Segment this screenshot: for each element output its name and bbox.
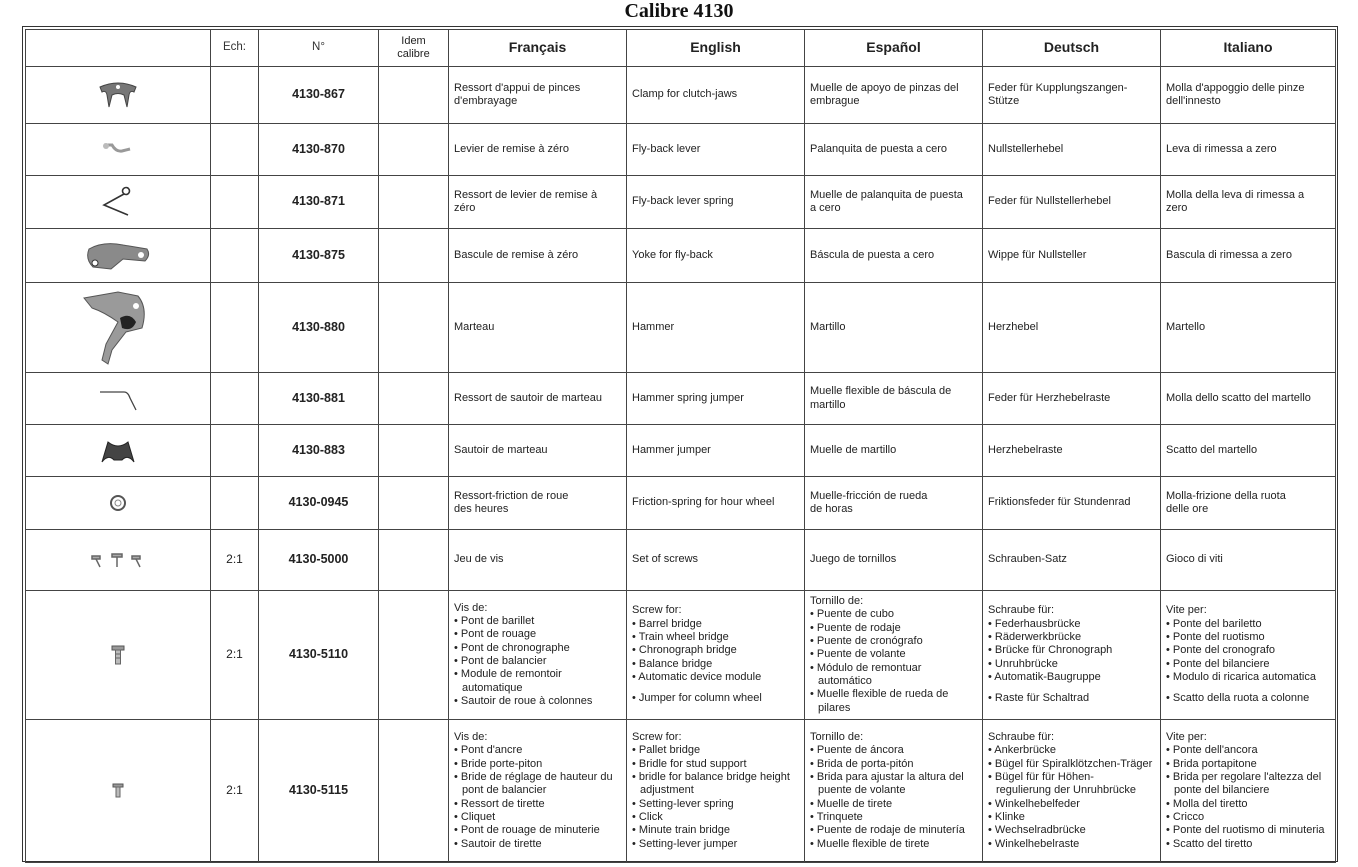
cell-idem: [379, 229, 449, 283]
part-image: [26, 373, 211, 425]
cell-text-french: [449, 229, 627, 283]
text-line: Jeu de vis: [454, 553, 504, 566]
cell-text-german: [983, 530, 1161, 591]
cell-ech: [211, 477, 259, 530]
text-line: Schraube für:: [988, 604, 1055, 617]
table-row: [26, 229, 1336, 283]
text-line: Molla dello scatto del martello: [1166, 391, 1311, 404]
cell-text-french: [449, 373, 627, 425]
text-line: • Scatto del tiretto: [1166, 837, 1253, 850]
header-spanish: Español: [805, 30, 983, 67]
cell-text-italian: [1161, 530, 1336, 591]
text-line: Muelle de martillo: [810, 443, 897, 456]
cell-text-spanish: [805, 477, 983, 530]
text-line: pilares: [818, 701, 851, 714]
lever-spring-icon: [26, 185, 210, 219]
header-image: [26, 30, 211, 67]
cell-part-number: 4130-883: [259, 425, 379, 477]
text-line: Gioco di viti: [1166, 553, 1223, 566]
cell-text-spanish: [805, 67, 983, 124]
cell-ech: [211, 283, 259, 373]
cell-text-english: [627, 477, 805, 530]
cell-text-italian: [1161, 425, 1336, 477]
text-line: • Winkelhebelfeder: [988, 797, 1080, 810]
cell-ech: [211, 176, 259, 229]
text-line: Set of screws: [632, 553, 699, 566]
text-line: • Modulo di ricarica automatica: [1166, 670, 1316, 683]
cell-text-italian: [1161, 591, 1336, 720]
text-line: • Chronograph bridge: [632, 644, 737, 657]
small-screw-icon: [26, 783, 210, 799]
text-line: • Puente de rodaje de minutería: [810, 824, 965, 837]
cell-text-italian: [1161, 283, 1336, 373]
text-line: delle ore: [1166, 503, 1209, 515]
text-line: Stütze: [988, 95, 1020, 107]
text-line: • Puente de áncora: [810, 744, 904, 757]
cell-text-italian: [1161, 477, 1336, 530]
text-line: • Train wheel bridge: [632, 631, 729, 644]
cell-idem: [379, 67, 449, 124]
part-image: [26, 124, 211, 176]
text-line: • Brida de porta-pitón: [810, 757, 914, 770]
header-german: Deutsch: [983, 30, 1161, 67]
wire-spring-icon: [26, 384, 210, 414]
text-line: adjustment: [640, 784, 694, 797]
cell-text-spanish: [805, 591, 983, 720]
text-line: • Sautoir de roue à colonnes: [454, 694, 593, 707]
text-line: • Wechselradbrücke: [988, 824, 1086, 837]
text-line: • Trinquete: [810, 810, 863, 823]
cell-idem: [379, 591, 449, 720]
cell-ech: 2:1: [211, 530, 259, 591]
text-line: Hammer: [632, 320, 675, 333]
text-line: Fly-back lever spring: [632, 195, 734, 208]
cell-text-english: [627, 591, 805, 720]
text-line: • Automatik-Baugruppe: [988, 670, 1101, 683]
text-line: • Puente de volante: [810, 648, 906, 661]
text-line: • Pont de rouage: [454, 628, 537, 641]
text-line: • Setting-lever jumper: [632, 837, 738, 850]
text-line: automático: [818, 674, 872, 687]
table-row: [26, 176, 1336, 229]
text-line: • Puente de cubo: [810, 608, 894, 621]
part-image: [26, 720, 211, 863]
text-line: Friction-spring for hour wheel: [632, 496, 775, 509]
text-line: Screw for:: [632, 731, 682, 744]
cell-idem: [379, 477, 449, 530]
text-line: • Muelle de tirete: [810, 797, 893, 810]
text-line: • Ponte del ruotismo: [1166, 631, 1265, 644]
text-line: • Ankerbrücke: [988, 744, 1057, 757]
text-line: Friktionsfeder für Stundenrad: [988, 496, 1131, 509]
text-line: Vis de:: [454, 731, 488, 744]
cell-text-german: [983, 373, 1161, 425]
text-line: [1166, 684, 1330, 692]
cell-text-english: [627, 283, 805, 373]
cell-text-german: [983, 124, 1161, 176]
cell-text-spanish: [805, 124, 983, 176]
text-line: • Molla del tiretto: [1166, 797, 1248, 810]
table-row: [26, 124, 1336, 176]
part-image: [26, 591, 211, 720]
text-line: Muelle de palanquita de puesta: [810, 188, 963, 201]
text-line: Hammer spring jumper: [632, 391, 744, 404]
cell-text-german: [983, 67, 1161, 124]
text-line: zero: [1166, 202, 1188, 214]
text-line: Marteau: [454, 320, 495, 333]
text-line: • Bride de réglage de hauteur du: [454, 771, 613, 784]
text-line: Molla della leva di rimessa a: [1166, 188, 1305, 201]
cell-ech: [211, 124, 259, 176]
cell-ech: [211, 373, 259, 425]
cell-text-italian: [1161, 124, 1336, 176]
cell-text-italian: [1161, 176, 1336, 229]
text-line: Levier de remise à zéro: [454, 142, 569, 155]
flyback-lever-icon: [26, 140, 210, 160]
text-line: automatique: [462, 681, 523, 694]
cell-text-english: [627, 176, 805, 229]
part-image: [26, 477, 211, 530]
cell-text-german: [983, 176, 1161, 229]
header-english: English: [627, 30, 805, 67]
text-line: Scatto del martello: [1166, 443, 1258, 456]
table-row: [26, 530, 1336, 591]
cell-text-english: [627, 229, 805, 283]
text-line: embrague: [810, 95, 860, 107]
cell-part-number: 4130-871: [259, 176, 379, 229]
cell-text-english: [627, 425, 805, 477]
cell-part-number: 4130-5000: [259, 530, 379, 591]
text-line: • Automatic device module: [632, 670, 762, 683]
cell-text-italian: [1161, 229, 1336, 283]
header-row: [26, 30, 1336, 67]
header-idem: [379, 30, 449, 67]
cell-ech: [211, 425, 259, 477]
text-line: • Ressort de tirette: [454, 797, 545, 810]
cell-idem: [379, 176, 449, 229]
text-line: [632, 684, 799, 692]
text-line: • Bügel für für Höhen-: [988, 771, 1094, 784]
cell-idem: [379, 373, 449, 425]
text-line: Schraube für:: [988, 731, 1055, 744]
cell-part-number: 4130-870: [259, 124, 379, 176]
table-row: [26, 67, 1336, 124]
text-line: • Cliquet: [454, 810, 496, 823]
text-line: Wippe für Nullsteller: [988, 248, 1087, 261]
text-line: • Bügel für Spiralklötzchen-Träger: [988, 757, 1153, 770]
text-line: ponte del bilanciere: [1174, 784, 1270, 797]
cell-text-french: [449, 530, 627, 591]
cell-text-spanish: [805, 176, 983, 229]
table-row: [26, 477, 1336, 530]
text-line: • Setting-lever spring: [632, 797, 734, 810]
header-idem-line: Idem: [401, 35, 426, 47]
cell-text-german: [983, 591, 1161, 720]
text-line: puente de volante: [818, 784, 906, 797]
cell-text-english: [627, 530, 805, 591]
text-line: Vite per:: [1166, 731, 1207, 744]
cell-text-german: [983, 720, 1161, 863]
cell-idem: [379, 283, 449, 373]
text-line: regulierung der Unruhbrücke: [996, 784, 1137, 797]
text-line: Clamp for clutch-jaws: [632, 88, 738, 101]
cell-idem: [379, 124, 449, 176]
cell-text-french: [449, 720, 627, 863]
text-line: Herzhebel: [988, 320, 1039, 333]
cell-text-german: [983, 283, 1161, 373]
text-line: Yoke for fly-back: [632, 248, 713, 261]
cell-ech: [211, 229, 259, 283]
text-line: • Winkelhebelraste: [988, 837, 1080, 850]
text-line: Hammer jumper: [632, 443, 711, 456]
text-line: • Brücke für Chronograph: [988, 644, 1113, 657]
cell-text-french: [449, 176, 627, 229]
text-line: Feder für Herzhebelraste: [988, 391, 1111, 404]
text-line: Muelle flexible de báscula de: [810, 385, 952, 398]
part-image: [26, 67, 211, 124]
text-line: Molla d'appoggio delle pinze: [1166, 81, 1305, 94]
text-line: • Pont d'ancre: [454, 744, 523, 757]
table-row: [26, 591, 1336, 720]
text-line: • Brida para ajustar la altura del: [810, 771, 964, 784]
header-italian: Italiano: [1161, 30, 1336, 67]
text-line: • Ponte del bariletto: [1166, 617, 1262, 630]
text-line: Tornillo de:: [810, 595, 864, 608]
cell-part-number: 4130-5115: [259, 720, 379, 863]
text-line: • Módulo de remontuar: [810, 661, 922, 674]
clutch-jaw-spring-icon: [26, 79, 210, 111]
cell-idem: [379, 720, 449, 863]
text-line: d'embrayage: [454, 95, 518, 107]
text-line: [988, 684, 1155, 692]
text-line: • Pont de rouage de minuterie: [454, 824, 600, 837]
text-line: Martillo: [810, 320, 846, 333]
text-line: • Click: [632, 810, 663, 823]
text-line: • Module de remontoir: [454, 668, 562, 681]
screws-set-icon: [26, 550, 210, 570]
text-line: • Bride porte-piton: [454, 757, 543, 770]
hammer-icon: [26, 288, 210, 368]
cell-text-italian: [1161, 67, 1336, 124]
text-line: zéro: [454, 202, 476, 214]
text-line: Nullstellerhebel: [988, 142, 1064, 155]
part-image: [26, 229, 211, 283]
text-line: • Scatto della ruota a colonne: [1166, 692, 1310, 705]
text-line: Schrauben-Satz: [988, 553, 1067, 566]
text-line: pont de balancier: [462, 784, 547, 797]
text-line: • Pallet bridge: [632, 744, 701, 757]
text-line: • Ponte dell'ancora: [1166, 744, 1258, 757]
text-line: • Minute train bridge: [632, 824, 731, 837]
cell-part-number: 4130-0945: [259, 477, 379, 530]
text-line: dell'innesto: [1166, 95, 1221, 107]
text-line: • Pont de balancier: [454, 655, 547, 667]
text-line: • Bridle for stud support: [632, 757, 747, 770]
cell-idem: [379, 425, 449, 477]
cell-part-number: 4130-867: [259, 67, 379, 124]
text-line: Ressort de sautoir de marteau: [454, 391, 602, 404]
cell-text-italian: [1161, 373, 1336, 425]
jumper-icon: [26, 436, 210, 466]
text-line: Tornillo de:: [810, 731, 864, 744]
text-line: Ressort de levier de remise à: [454, 188, 598, 201]
part-image: [26, 283, 211, 373]
text-line: • Sautoir de tirette: [454, 837, 542, 850]
cell-text-french: [449, 124, 627, 176]
text-line: • Raste für Schaltrad: [988, 692, 1090, 705]
text-line: Sautoir de marteau: [454, 443, 548, 456]
table-row: [26, 720, 1336, 863]
text-line: • Brida per regolare l'altezza del: [1166, 771, 1322, 784]
table-row: [26, 283, 1336, 373]
text-line: • Puente de cronógrafo: [810, 635, 923, 648]
cell-ech: 2:1: [211, 591, 259, 720]
text-line: Báscula de puesta a cero: [810, 248, 935, 261]
cell-text-english: [627, 67, 805, 124]
cell-text-english: [627, 124, 805, 176]
cell-ech: [211, 67, 259, 124]
text-line: • Balance bridge: [632, 657, 713, 670]
cell-text-german: [983, 229, 1161, 283]
header-idem-line: calibre: [397, 48, 430, 60]
table-row: [26, 373, 1336, 425]
parts-table-body: [26, 67, 1336, 863]
text-line: • Brida portapitone: [1166, 757, 1257, 770]
text-line: • Pont de barillet: [454, 615, 535, 628]
cell-part-number: 4130-881: [259, 373, 379, 425]
cell-part-number: 4130-880: [259, 283, 379, 373]
text-line: • Barrel bridge: [632, 617, 702, 630]
cell-text-english: [627, 720, 805, 863]
yoke-icon: [26, 239, 210, 273]
header-french: Français: [449, 30, 627, 67]
text-line: des heures: [454, 503, 509, 515]
text-line: • Unruhbrücke: [988, 657, 1058, 670]
cell-text-spanish: [805, 425, 983, 477]
cell-text-spanish: [805, 229, 983, 283]
part-image: [26, 176, 211, 229]
text-line: Herzhebelraste: [988, 443, 1063, 456]
cell-text-spanish: [805, 720, 983, 863]
cell-text-spanish: [805, 530, 983, 591]
page-title: Calibre 4130: [624, 0, 734, 22]
text-line: martillo: [810, 398, 846, 411]
cell-text-french: [449, 425, 627, 477]
text-line: Feder für Kupplungszangen-: [988, 81, 1128, 94]
cell-text-english: [627, 373, 805, 425]
text-line: • Jumper for column wheel: [632, 692, 762, 705]
text-line: Molla-frizione della ruota: [1166, 489, 1286, 502]
text-line: de horas: [810, 503, 853, 515]
cell-part-number: 4130-875: [259, 229, 379, 283]
part-image: [26, 530, 211, 591]
friction-ring-icon: [26, 493, 210, 513]
text-line: • Muelle flexible de rueda de: [810, 688, 949, 701]
text-line: • Muelle flexible de tirete: [810, 837, 930, 850]
text-line: a cero: [810, 202, 841, 214]
text-line: Ressort-friction de roue: [454, 489, 569, 502]
cell-text-french: [449, 477, 627, 530]
text-line: Martello: [1166, 320, 1206, 333]
text-line: • Ponte del ruotismo di minuteria: [1166, 824, 1325, 837]
header-ech: Ech:: [211, 30, 259, 67]
text-line: • Pont de chronographe: [454, 641, 570, 654]
cell-text-spanish: [805, 283, 983, 373]
cell-text-french: [449, 283, 627, 373]
text-line: • bridle for balance bridge height: [632, 771, 790, 784]
text-line: Fly-back lever: [632, 142, 701, 155]
text-line: • Ponte del cronografo: [1166, 644, 1276, 657]
cell-text-german: [983, 425, 1161, 477]
text-line: Bascula di rimessa a zero: [1166, 248, 1292, 261]
text-line: • Klinke: [988, 810, 1025, 823]
text-line: Feder für Nullstellerhebel: [988, 195, 1111, 208]
cell-text-german: [983, 477, 1161, 530]
text-line: • Räderwerkbrücke: [988, 631, 1082, 644]
cell-text-french: [449, 67, 627, 124]
text-line: Muelle de apoyo de pinzas del: [810, 81, 959, 94]
text-line: Bascule de remise à zéro: [454, 248, 579, 261]
cell-part-number: 4130-5110: [259, 591, 379, 720]
text-line: • Puente de rodaje: [810, 621, 901, 634]
text-line: Vite per:: [1166, 604, 1207, 617]
cell-idem: [379, 530, 449, 591]
text-line: Juego de tornillos: [810, 553, 897, 566]
header-number: N°: [259, 30, 379, 67]
text-line: • Federhausbrücke: [988, 617, 1081, 630]
cell-text-italian: [1161, 720, 1336, 863]
text-line: Leva di rimessa a zero: [1166, 142, 1277, 155]
text-line: Ressort d'appui de pinces: [454, 81, 581, 94]
text-line: Vis de:: [454, 601, 488, 614]
part-image: [26, 425, 211, 477]
text-line: • Cricco: [1166, 810, 1205, 823]
parts-table: [25, 29, 1336, 863]
cell-text-french: [449, 591, 627, 720]
table-row: [26, 425, 1336, 477]
screw-icon: [26, 644, 210, 666]
cell-ech: 2:1: [211, 720, 259, 863]
text-line: Muelle-fricción de rueda: [810, 489, 928, 502]
cell-text-spanish: [805, 373, 983, 425]
text-line: Screw for:: [632, 604, 682, 617]
text-line: • Ponte del bilanciere: [1166, 657, 1270, 670]
text-line: Palanquita de puesta a cero: [810, 142, 947, 155]
